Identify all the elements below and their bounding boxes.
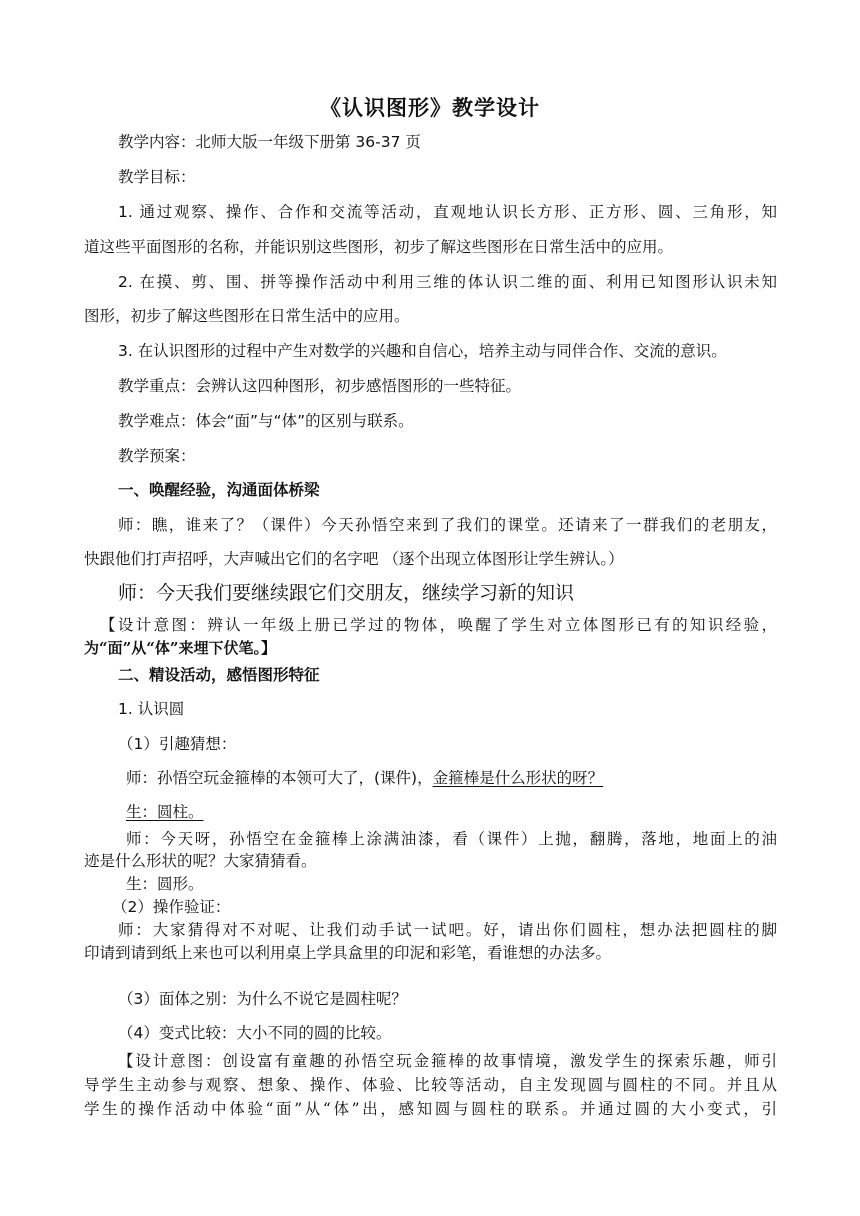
teacher-line-3-b: 印请到请到纸上来也可以利用桌上学具盒里的印泥和彩笔，看谁想的办法多。 — [84, 944, 612, 962]
intent-1-line-2: 为“面”从“体”来埋下伏笔。】 — [84, 639, 277, 657]
document-title: 《认识图形》教学设计 — [320, 96, 540, 120]
teacher-line-2-a: 师：今天呀，孙悟空在金箍棒上涂满油漆，看（课件）上抛，翻腾，落地，地面上的油 — [126, 830, 777, 848]
sub-4-heading: （4）变式比较：大小不同的圆的比较。 — [118, 1024, 392, 1042]
plan-heading: 教学预案： — [118, 447, 196, 465]
teacher-line-3-a: 师：大家猜得对不对呢、让我们动手试一试吧。好，请出你们圆柱，想办法把圆柱的脚 — [118, 921, 777, 939]
section-2-heading: 二、精设活动，感悟图形特征 — [118, 666, 320, 684]
goal-1-line-2: 道这些平面图形的名称，并能识别这些图形，初步了解这些图形在日常生活中的应用。 — [84, 238, 674, 256]
intent-2-line-2: 导学生主动参与观察、想象、操作、体验、比较等活动，自主发现圆与圆柱的不同。并且从 — [84, 1076, 777, 1094]
key-point: 教学重点：会辨认这四种图形，初步感悟图形的一些特征。 — [118, 377, 522, 395]
teacher-line-1 — [126, 767, 603, 789]
section-1-para-line-2: 快跟他们打声招呼，大声喊出它们的名字吧 （逐个出现立体图形让学生辨认。） — [84, 550, 624, 568]
section-1-heading: 一、唤醒经验，沟通面体桥梁 — [118, 481, 320, 499]
difficulty: 教学难点：体会“面”与“体”的区别与联系。 — [118, 412, 414, 430]
intent-1-line-1: 【设计意图：辨认一年级上册已学过的物体，唤醒了学生对立体图形已有的知识经验， — [100, 616, 777, 634]
intent-2-line-1: 【设计意图：创设富有童趣的孙悟空玩金箍棒的故事情境，激发学生的探索乐趣，师引 — [118, 1052, 777, 1070]
item-1-heading: 1. 认识圆 — [118, 700, 185, 718]
goals-heading: 教学目标： — [118, 168, 196, 186]
sub-1-heading: （1）引趣猜想： — [118, 735, 237, 753]
goal-1-line-1: 1. 通过观察、操作、合作和交流等活动，直观地认识长方形、正方形、圆、三角形，知 — [118, 203, 777, 221]
goal-2-line-2: 图形，初步了解这些图形在日常生活中的应用。 — [84, 307, 410, 325]
teaching-content: 教学内容：北师大版一年级下册第 36-37 页 — [118, 133, 421, 151]
section-1-big-line: 师：今天我们要继续跟它们交朋友，继续学习新的知识 — [118, 582, 575, 604]
goal-3: 3. 在认识图形的过程中产生对数学的兴趣和自信心，培养主动与同伴合作、交流的意识。 — [118, 342, 727, 360]
section-1-para-line-1: 师：瞧，谁来了？（课件）今天孙悟空来到了我们的课堂。还请来了一群我们的老朋友， — [118, 516, 777, 534]
sub-3-heading: （3）面体之别：为什么不说它是圆柱呢？ — [118, 990, 407, 1008]
teacher-line-1-prefix: 师：孙悟空玩金箍棒的本领可大了，(课件)， — [126, 769, 433, 787]
goal-2-line-1: 2. 在摸、剪、围、拼等操作活动中利用三维的体认识二维的面、利用已知图形认识未知 — [118, 273, 777, 291]
teacher-line-1-question: 金箍棒是什么形状的呀？ — [432, 769, 604, 787]
sub-2-heading: （2）操作验证： — [112, 898, 231, 916]
teacher-line-2-b: 迹是什么形状的呢？大家猜猜看。 — [84, 852, 317, 870]
intent-2-line-3: 学生的操作活动中体验“面”从“体”出，感知圆与圆柱的联系。并通过圆的大小变式，引 — [84, 1100, 777, 1118]
student-answer-1: 生：圆柱。 — [126, 803, 204, 821]
student-answer-2: 生：圆形。 — [126, 875, 204, 893]
